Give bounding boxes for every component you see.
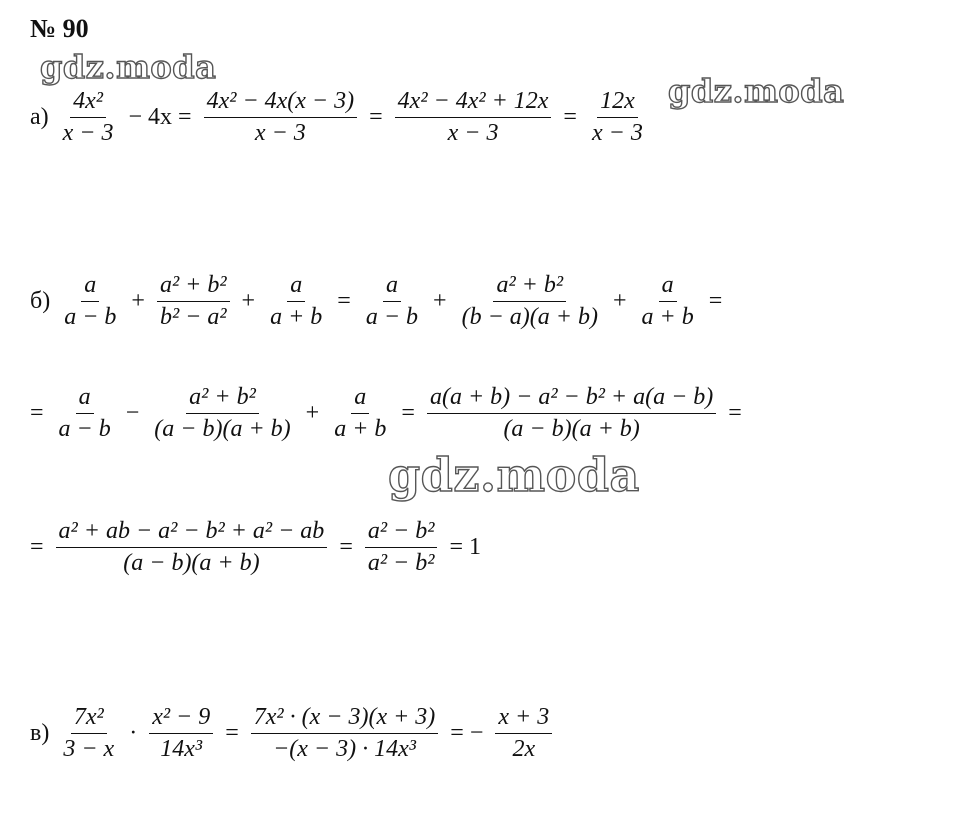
fraction	[363, 272, 421, 331]
operator: +	[131, 288, 145, 314]
fraction	[495, 704, 552, 763]
result: = 1	[449, 534, 481, 560]
denominator: −(x − 3) · 14x³	[273, 736, 416, 762]
part-b-line-2	[30, 384, 751, 443]
numerator: a² + b²	[186, 384, 259, 414]
denominator: x − 3	[62, 120, 114, 146]
denominator: (a − b)(a + b)	[123, 550, 260, 576]
operator: =	[339, 534, 353, 560]
numerator: 4x² − 4x(x − 3)	[204, 88, 358, 118]
operator: −	[125, 400, 140, 426]
fraction	[251, 704, 439, 763]
part-b-line-1	[30, 272, 731, 331]
fraction	[331, 384, 389, 443]
numerator: a² + ab − a² − b² + a² − ab	[56, 518, 328, 548]
operator: +	[433, 288, 447, 314]
denominator: a − b	[64, 304, 117, 330]
numerator: a² + b²	[157, 272, 230, 302]
operator: =	[708, 288, 723, 314]
part-v-equation	[30, 704, 555, 763]
numerator: a	[287, 272, 305, 302]
operator: ·	[129, 720, 138, 746]
fraction	[60, 88, 117, 147]
fraction	[56, 518, 328, 577]
fraction	[157, 272, 230, 331]
fraction	[151, 384, 293, 443]
denominator: 2x	[512, 736, 536, 762]
operator: =	[728, 400, 742, 426]
part-v-label: в)	[30, 720, 50, 746]
operator: =	[30, 400, 44, 426]
operator: =	[369, 104, 383, 130]
numerator: a	[76, 384, 94, 414]
operator: +	[305, 400, 320, 426]
denominator: x − 3	[254, 120, 306, 146]
fraction	[204, 88, 358, 147]
fraction	[61, 272, 119, 331]
numerator: 7x² · (x − 3)(x + 3)	[251, 704, 439, 734]
numerator: x + 3	[495, 704, 552, 734]
numerator: a² − b²	[365, 518, 438, 548]
operator: =	[225, 720, 239, 746]
fraction	[60, 704, 117, 763]
operator: +	[241, 288, 256, 314]
operator: = −	[450, 720, 484, 746]
denominator: (a − b)(a + b)	[503, 416, 640, 442]
fraction	[589, 88, 646, 147]
fraction	[365, 518, 438, 577]
denominator: x − 3	[591, 120, 643, 146]
numerator: a(a + b) − a² − b² + a(a − b)	[427, 384, 716, 414]
denominator: a² − b²	[367, 550, 435, 576]
denominator: x − 3	[447, 120, 499, 146]
denominator: a + b	[334, 416, 387, 442]
watermark: gdz.moda	[40, 48, 217, 86]
numerator: x² − 9	[149, 704, 213, 734]
numerator: a	[81, 272, 99, 302]
operator: − 4x =	[128, 104, 192, 130]
numerator: 7x²	[71, 704, 107, 734]
denominator: b² − a²	[159, 304, 227, 330]
fraction	[267, 272, 325, 331]
numerator: 12x	[597, 88, 638, 118]
numerator: a	[659, 272, 677, 302]
fraction	[639, 272, 697, 331]
denominator: a + b	[641, 304, 694, 330]
denominator: 3 − x	[63, 736, 115, 762]
denominator: (b − a)(a + b)	[461, 304, 598, 330]
problem-number: № 90	[30, 14, 89, 43]
operator: =	[30, 534, 44, 560]
operator: +	[612, 288, 627, 314]
denominator: 14x³	[160, 736, 203, 762]
operator: =	[337, 288, 351, 314]
part-a-label: а)	[30, 104, 49, 130]
part-a-equation	[30, 88, 649, 147]
watermark: gdz.moda	[388, 448, 640, 502]
fraction	[395, 88, 552, 147]
denominator: a + b	[270, 304, 323, 330]
fraction	[56, 384, 114, 443]
denominator: (a − b)(a + b)	[154, 416, 291, 442]
fraction	[459, 272, 601, 331]
part-b-line-3	[30, 518, 490, 577]
numerator: 4x² − 4x² + 12x	[395, 88, 552, 118]
denominator: a − b	[58, 416, 111, 442]
watermark: gdz.moda	[668, 72, 845, 110]
denominator: a − b	[365, 304, 419, 330]
part-b-label: б)	[30, 288, 51, 314]
numerator: a	[383, 272, 401, 302]
operator: =	[563, 104, 577, 130]
operator: =	[401, 400, 415, 426]
fraction	[427, 384, 716, 443]
numerator: a	[351, 384, 369, 414]
fraction	[149, 704, 213, 763]
numerator: 4x²	[70, 88, 106, 118]
numerator: a² + b²	[493, 272, 566, 302]
